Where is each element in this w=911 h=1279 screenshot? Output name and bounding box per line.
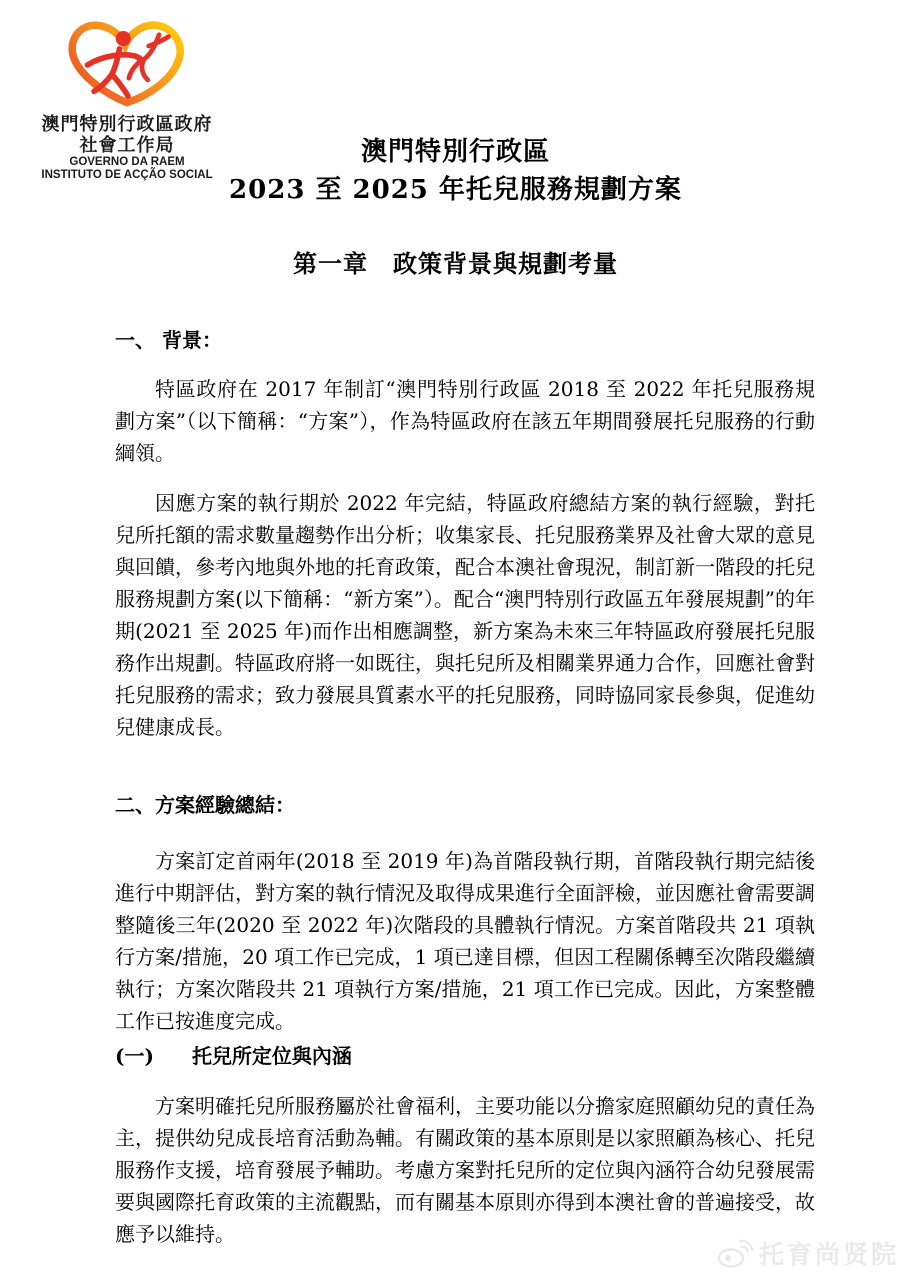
heart-logo-icon [61, 14, 193, 112]
org-dept-portuguese: INSTITUTO DE ACÇÃO SOCIAL [41, 169, 213, 181]
agency-logo [28, 14, 226, 182]
watermark-text: 托育尚贤院 [758, 1240, 899, 1269]
watermark [717, 1235, 899, 1271]
title-line-2: 2023 至 2025 年托兒服務規劃方案 [229, 175, 682, 205]
title-line-1: 澳門特別行政區 [360, 137, 550, 167]
paragraph-positioning-1: 方案明確托兒所服務屬於社會福利，主要功能以分擔家庭照顧幼兒的責任為主，提供幼兒成長培育活動為輔。有關政策的基本原則是以家照顧為核心、托兒服務作支援，培育發展予輔助。考慮方案對托兒所的定位與內涵符合幼兒發展需要與國際托育政策的主流觀點，而有關基本原則亦得到本澳社會的普遍接受，故應予以維持。 [115, 1094, 815, 1246]
section-heading-background: 一、 背景： [115, 328, 222, 352]
document-body [115, 325, 815, 1250]
subsection-title: 托兒所定位與內涵 [191, 1044, 352, 1068]
org-name-chinese: 澳門特別行政區政府 [41, 114, 213, 135]
chapter-heading: 第一章 政策背景與規劃考量 [293, 249, 618, 278]
weibo-icon [717, 1238, 753, 1268]
subsection-heading-positioning [115, 1041, 815, 1071]
paragraph-background-2: 因應方案的執行期於 2022 年完結，特區政府總結方案的執行經驗，對托兒所托額的需求數量趨勢作出分析；收集家長、托兒服務業界及社會大眾的意見與回饋，參考內地與外地的托育政策，配合本澳社會現況，制訂新一階段的托兒服務規劃方案(以下簡稱：“新方案”）。配合“澳門特別行政區五年發展規劃”的年期(2021 至 2025 年)而作出相應調整，新方案為未來三年特區政府發展托兒服務作出規劃。特區政府將一如既往，與托兒所及相關業界通力合作，回應社會對托兒服務的需求；致力發展具質素水平的托兒服務，同時協同家長參與，促進幼兒健康成長。 [115, 491, 815, 739]
org-dept-chinese: 社會工作局 [79, 135, 175, 156]
section-heading-summary: 二、方案經驗總結： [115, 793, 295, 817]
paragraph-background-1: 特區政府在 2017 年制訂“澳門特別行政區 2018 至 2022 年托兒服務規劃方案”（以下簡稱：“方案”），作為特區政府在該五年期間發展托兒服務的行動綱領。 [115, 377, 815, 465]
subsection-number: (一) [115, 1044, 154, 1068]
org-name-portuguese: GOVERNO DA RAEM [69, 156, 185, 168]
paragraph-summary-1: 方案訂定首兩年(2018 至 2019 年)為首階段執行期，首階段執行期完結後進行中期評估，對方案的執行情況及取得成果進行全面評檢，並因應社會需要調整隨後三年(2020 至 2022 年)次階段的具體執行情況。方案首階段共 21 項執行方案/措施，20 項工作已完成，1 項已達目標，但因工程關係轉至次階段繼續執行；方案次階段共 21 項執行方案/措施，21 項工作已完成。因此，方案整體工作已按進度完成。 [115, 849, 815, 1033]
